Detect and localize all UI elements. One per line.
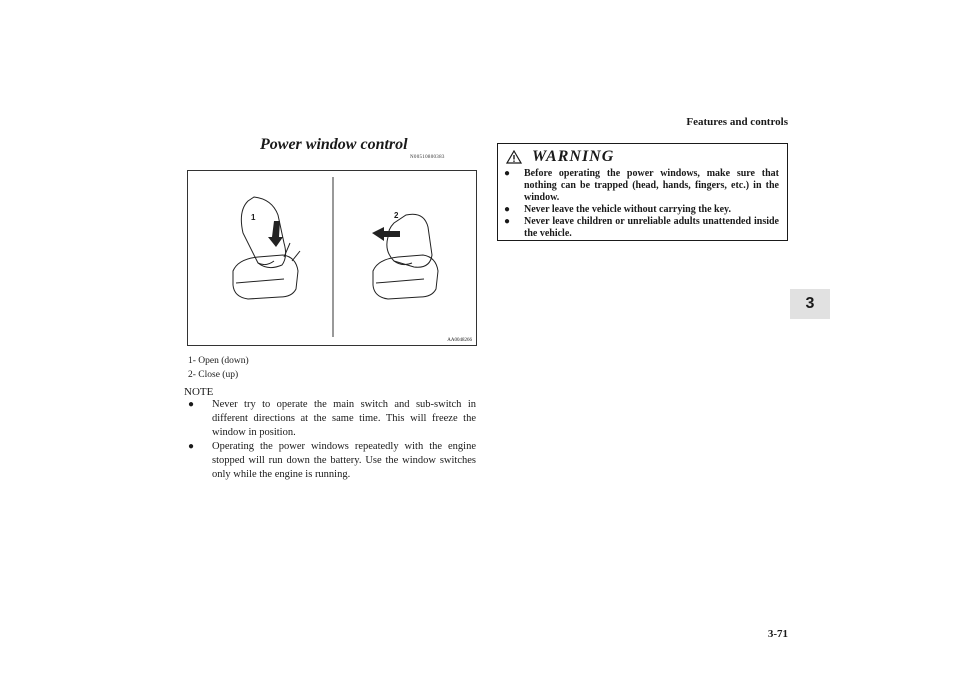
caption-open: 1- Open (down) <box>188 356 249 366</box>
warning-text: Never leave children or unreliable adults unattended inside the vehicle. <box>524 216 779 239</box>
warning-title: WARNING <box>532 148 615 165</box>
figure-captions <box>188 354 249 382</box>
section-code: N00510800383 <box>410 155 445 160</box>
warning-header <box>504 148 779 166</box>
warning-item <box>504 216 779 240</box>
bullet-icon: ● <box>504 204 511 215</box>
page-number: 3-71 <box>767 628 788 640</box>
figure-label-1: 1 <box>251 213 256 222</box>
figure-code: AA0048266 <box>447 338 472 343</box>
note-text: Operating the power windows repeatedly with the engine stopped will run down the battery. Use the window switches only while the engine is running. <box>212 441 476 480</box>
figure-label-2: 2 <box>394 211 399 220</box>
note-label: NOTE <box>184 386 214 398</box>
note-list <box>184 398 476 482</box>
bullet-icon: ● <box>504 168 511 179</box>
caption-close: 2- Close (up) <box>188 370 239 380</box>
warning-item <box>504 168 779 204</box>
note-item <box>184 398 476 440</box>
header-title: Features and controls <box>686 116 788 128</box>
warning-item <box>504 204 779 216</box>
window-switch-figure <box>187 170 477 346</box>
warning-text: Before operating the power windows, make sure that nothing can be trapped (head, hands, fingers, etc.) in the window. <box>524 168 779 203</box>
note-item <box>184 440 476 482</box>
bullet-icon: ● <box>188 399 195 410</box>
warning-triangle-icon <box>506 150 522 164</box>
chapter-tab: 3 <box>790 289 830 319</box>
note-text: Never try to operate the main switch and sub-switch in different directions at the same time. This will freeze the window in position. <box>212 399 476 438</box>
section-title: Power window control <box>260 136 408 153</box>
warning-box <box>497 143 788 241</box>
bullet-icon: ● <box>504 216 511 227</box>
warning-text: Never leave the vehicle without carrying the key. <box>524 204 731 215</box>
bullet-icon: ● <box>188 441 195 452</box>
window-switch-illustration <box>188 171 476 345</box>
